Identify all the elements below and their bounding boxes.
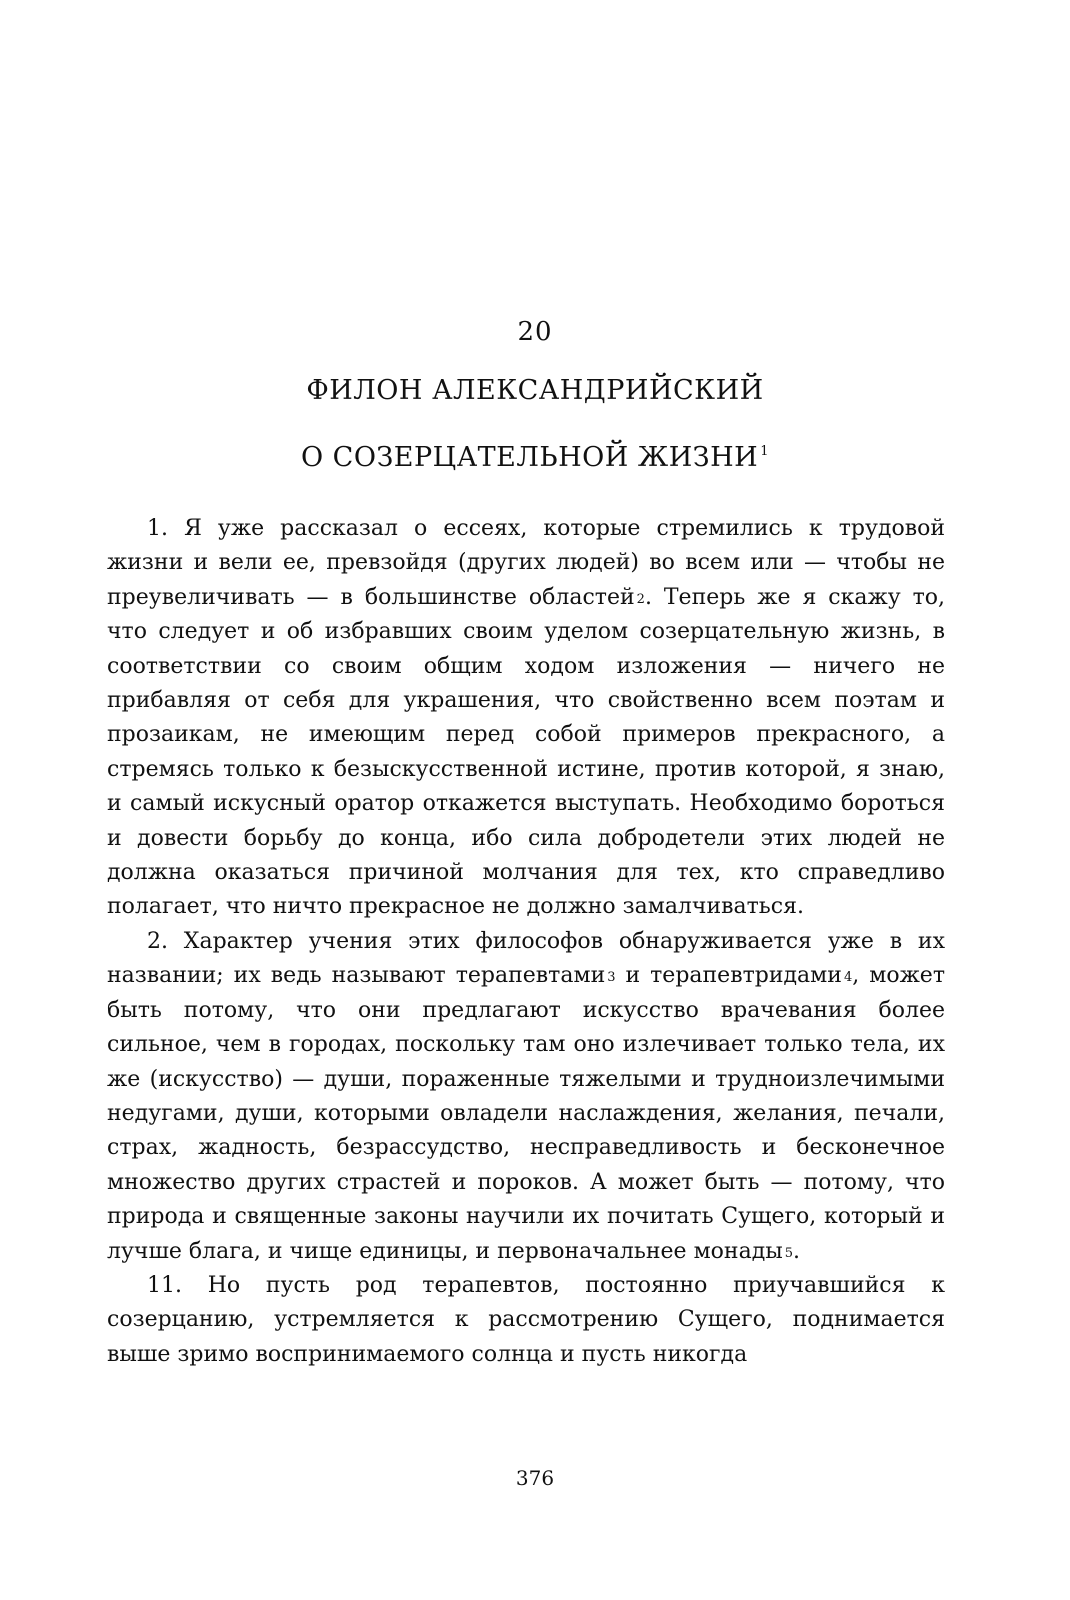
paragraph-2-text-b: и терапевтридами xyxy=(615,963,842,989)
paragraph-2 xyxy=(107,925,945,1269)
footnote-ref: 1 xyxy=(760,444,770,459)
author-heading: ФИЛОН АЛЕКСАНДРИЙСКИЙ xyxy=(306,375,764,406)
footnote-ref: 5 xyxy=(784,1245,794,1261)
footnote-ref: 2 xyxy=(636,591,645,607)
paragraph-1 xyxy=(107,512,945,925)
paragraph-2-text-d: . xyxy=(793,1238,801,1264)
footnote-ref: 3 xyxy=(607,970,616,986)
chapter-number: 20 xyxy=(517,317,553,347)
paragraph-2-text-c: , может быть потому, что они предлагают искусство врачевания более сильное, чем в городах, поскольку там оно излечивает только тела, их же (искусство) — души, пораженные тяжелыми и трудноизлечимыми недугами, души, которыми овладели наслаждения, желания, печали, страх, жадность, безрассудство, несправедливость и бесконечное множество других страстей и пороков. А может быть — потому, что природа и священные законы научили их почитать Сущего, который и лучше блага, и чище единицы, и первоначальнее монады xyxy=(107,963,945,1264)
work-title xyxy=(0,442,1070,473)
work-title-text: О СОЗЕРЦАТЕЛЬНОЙ ЖИЗНИ xyxy=(300,442,759,473)
paragraph-1-text-b: . Теперь же я скажу то, что следует и об избравших своим уделом созерцательную жизнь, в соответствии со своим общим ходом изложения — ничего не прибавляя от себя для украшения, что свойственно всем поэтам и прозаикам, не имеющим перед собой примеров прекрасного, а стремясь только к безыскусственной истине, против которой, я знаю, и самый искусный оратор откажется выступать. Необходимо бороться и довести борьбу до конца, ибо сила добродетели этих людей не должна оказаться причиной молчания для тех, кто справедливо полагает, что ничто прекрасное не должно замалчиваться. xyxy=(107,584,945,920)
paragraph-2-text-a: 2. Характер учения этих философов обнаруживается уже в их названии; их ведь называют терапевтами xyxy=(107,928,945,989)
footnote-ref: 4 xyxy=(843,970,853,986)
body-text xyxy=(107,512,945,1372)
paragraph-3-text: 11. Но пусть род терапевтов, постоянно приучавшийся к созерцанию, устремляется к рассмотрению Сущего, поднимается выше зримо воспринимаемого солнца и пусть никогда xyxy=(107,1272,945,1367)
page-number: 376 xyxy=(515,1466,555,1490)
paragraph-1-text-a: 1. Я уже рассказал о ессеях, которые стремились к трудовой жизни и вели ее, превзойдя (других людей) во всем или — чтобы не преувеличивать — в большинстве областей xyxy=(107,516,945,610)
paragraph-3 xyxy=(107,1269,945,1372)
